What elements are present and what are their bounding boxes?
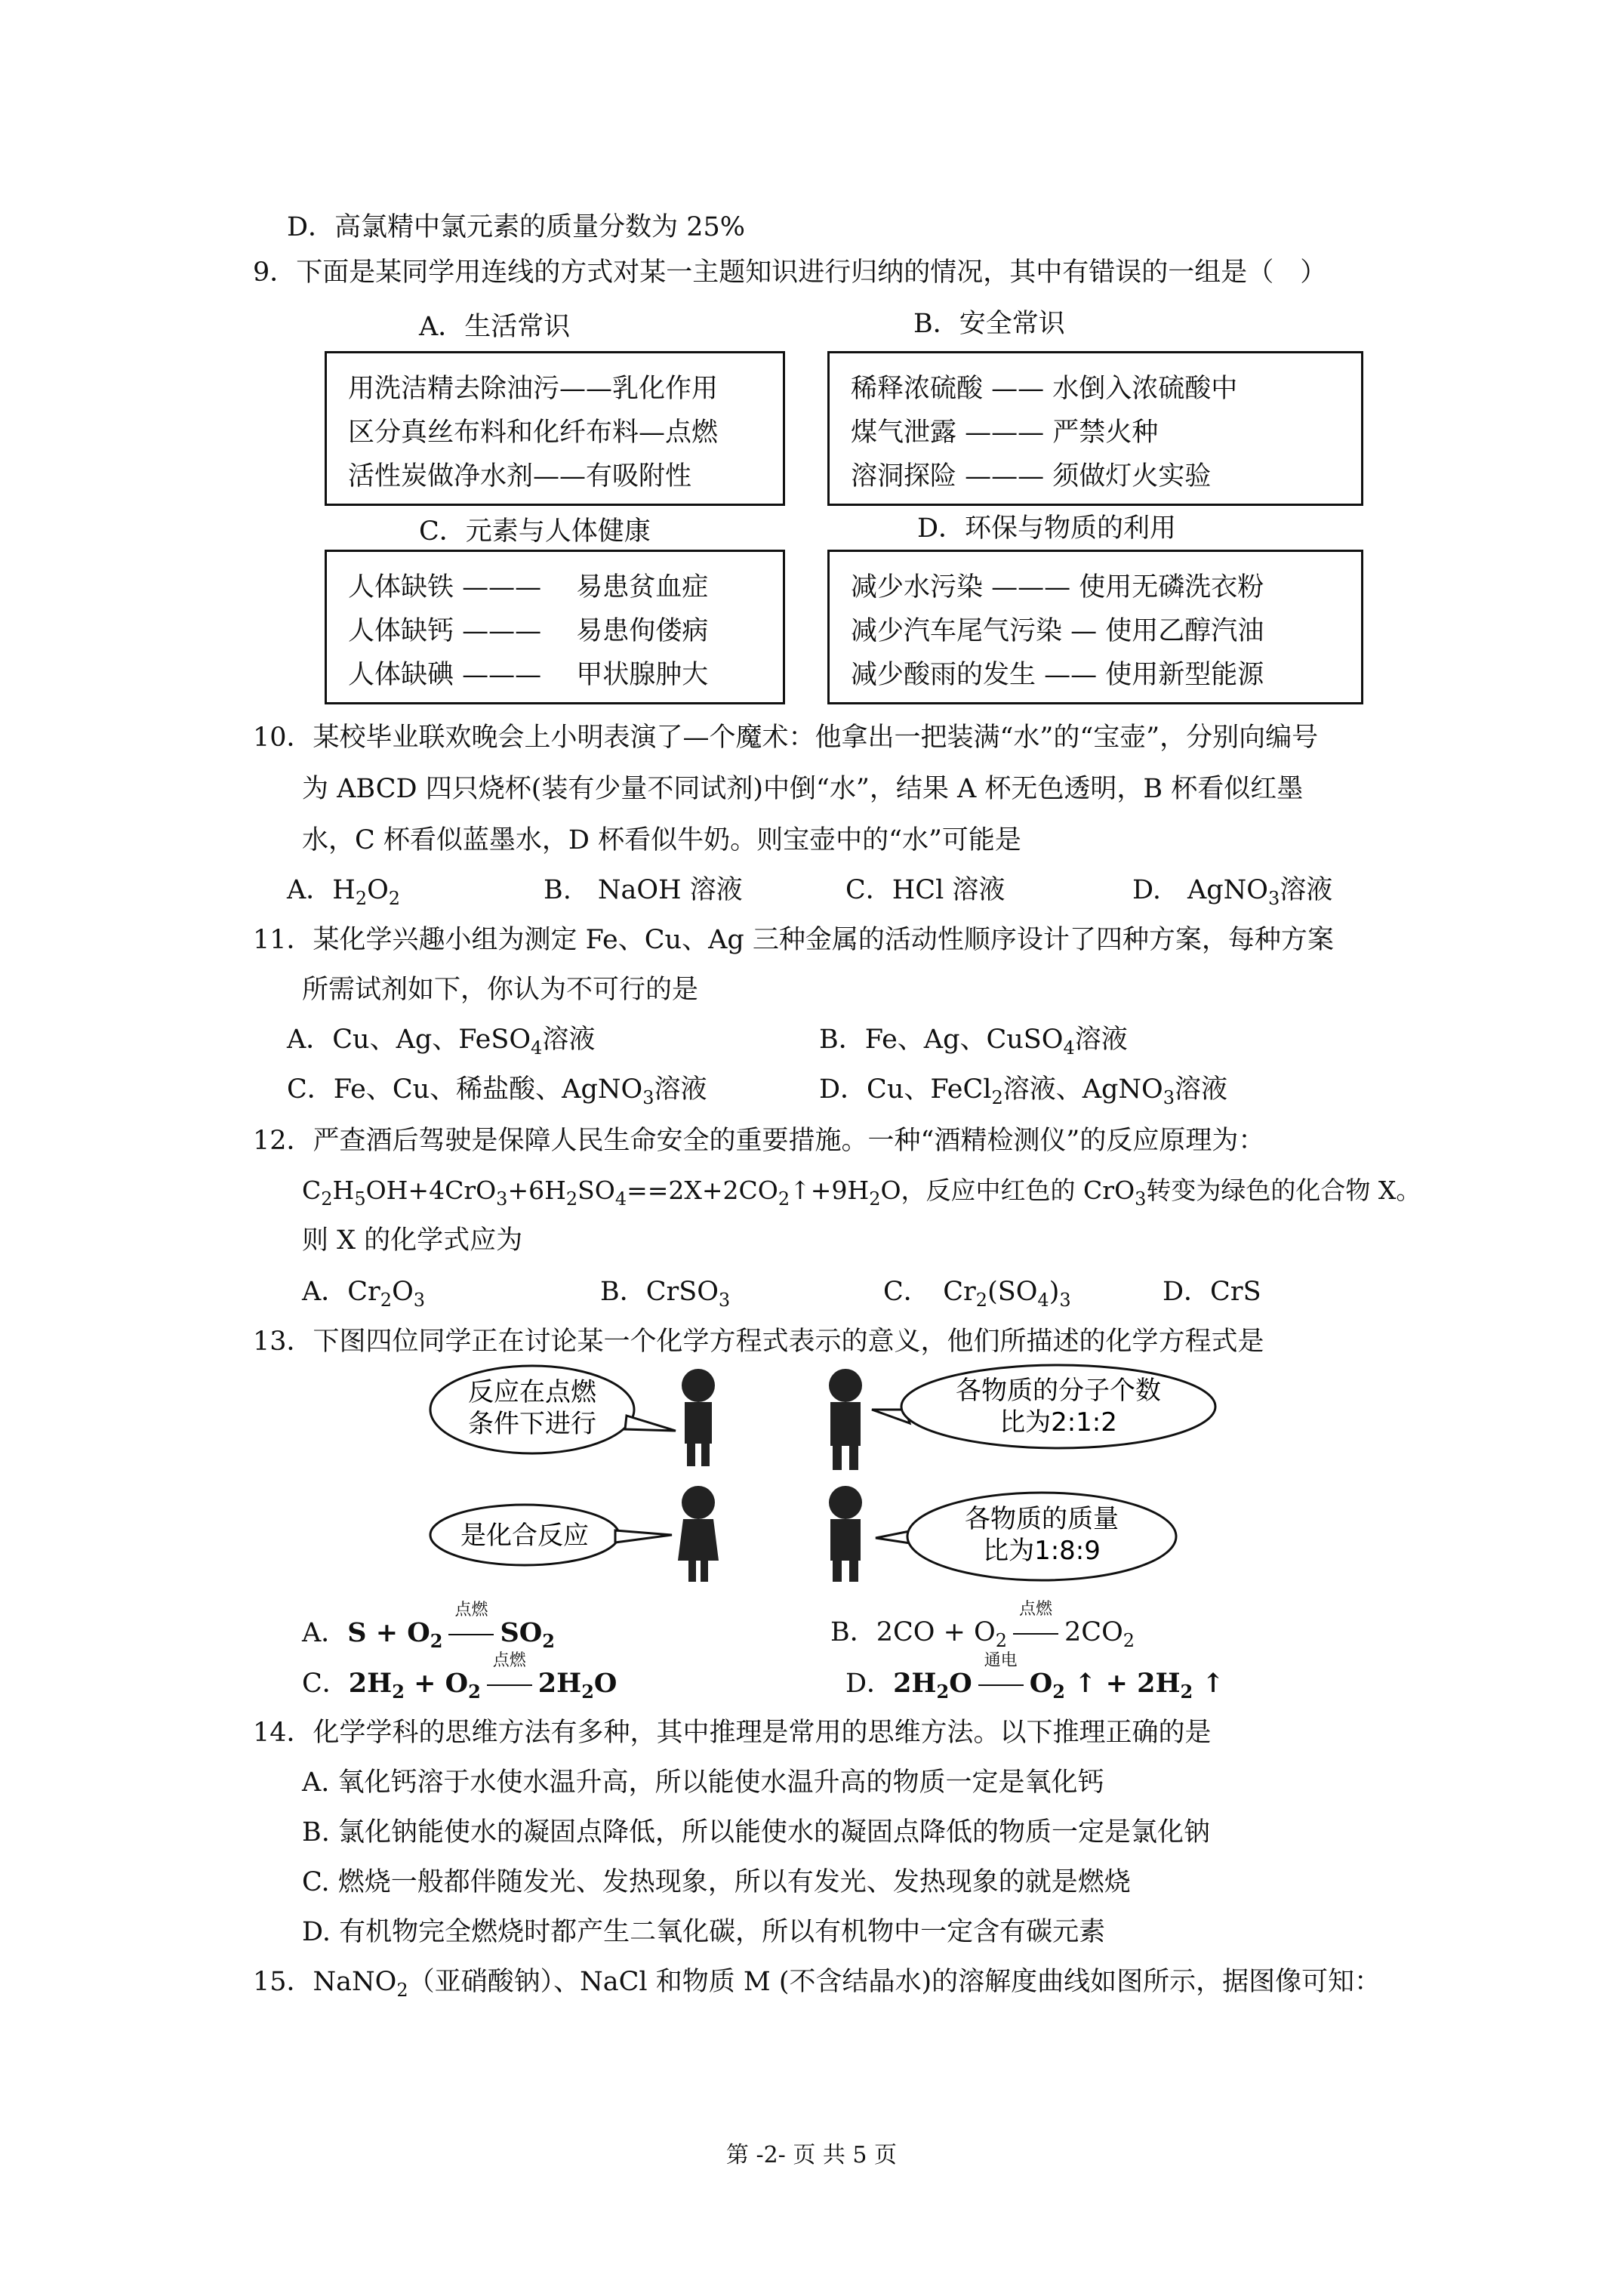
- q14-option-a: A. 氧化钙溶于水使水温升高，所以能使水温升高的物质一定是氧化钙: [302, 1767, 1104, 1798]
- q11-option-a: A．Cu、Ag、FeSO$_4$溶液: [287, 1025, 596, 1059]
- q9-stem: 9．下面是某同学用连线的方式对某一主题知识进行归纳的情况，其中有错误的一组是（ ）: [253, 257, 1327, 288]
- q9-group-a-box: [325, 351, 785, 506]
- q9-group-b-line: 稀释浓硫酸 —— 水倒入浓硫酸中: [851, 374, 1238, 404]
- speech-bubble-3-tail: [615, 1530, 672, 1542]
- q14-option-b: B. 氯化钠能使水的凝固点降低，所以能使水的凝固点降低的物质一定是氯化钠: [302, 1817, 1210, 1848]
- reaction-condition-arrow: 点燃: [448, 1620, 494, 1647]
- q11-option-d: D．Cu、FeCl$_2$溶液、AgNO$_3$溶液: [819, 1074, 1228, 1108]
- reaction-condition-arrow: 通电: [978, 1671, 1024, 1697]
- q9-group-d-title: D．环保与物质的利用: [917, 513, 1177, 544]
- q11-stem-line2: 所需试剂如下，你认为不可行的是: [302, 975, 699, 1005]
- q9-group-a-title: A．生活常识: [419, 312, 571, 342]
- bubble-2-text-line2: 比为2:1:2: [999, 1407, 1117, 1438]
- q9-group-c-line: 人体缺碘 ——— 甲状腺肿大: [348, 660, 709, 690]
- q9-group-c-line: 人体缺钙 ——— 易患佝偻病: [348, 616, 709, 646]
- q14-option-d: D. 有机物完全燃烧时都产生二氧化碳，所以有机物中一定含有碳元素: [302, 1917, 1106, 1947]
- q9-group-d-line: 减少汽车尾气污染 — 使用乙醇汽油: [851, 616, 1264, 646]
- student-4-figure: [829, 1486, 862, 1582]
- q8-option-d: D．高氯精中氯元素的质量分数为 25%: [287, 212, 745, 242]
- bubble-1-text-line2: 条件下进行: [468, 1409, 596, 1439]
- q9-group-d-line: 减少酸雨的发生 —— 使用新型能源: [851, 660, 1264, 690]
- speech-bubble-1-tail: [625, 1416, 676, 1431]
- q9-group-a-line: 活性炭做净水剂——有吸附性: [348, 461, 692, 492]
- q10-option-c: C．HCl 溶液: [845, 875, 1006, 905]
- q9-group-b-box: [827, 351, 1363, 506]
- q10-option-a: A．$H_2O_2$: [287, 875, 401, 909]
- q9-group-a-line: 区分真丝布料和化纤布料—点燃: [348, 418, 719, 448]
- q9-group-d-box: [827, 550, 1363, 704]
- student-1-figure: [682, 1369, 715, 1466]
- q9-group-c-box: [325, 550, 785, 704]
- q10-stem-line3: 水，C 杯看似蓝墨水，D 杯看似牛奶。则宝壶中的“水”可能是: [302, 825, 1021, 855]
- q12-option-a: A．$Cr_2O_3$: [302, 1277, 426, 1311]
- q9-group-c-line: 人体缺铁 ——— 易患贫血症: [348, 572, 709, 603]
- q13-discussion-figure: [423, 1363, 1223, 1589]
- q11-option-c: C．Fe、Cu、稀盐酸、AgNO$_3$溶液: [287, 1074, 707, 1108]
- q13-option-a: A．$S + O_2$ 点燃 $SO_2$: [302, 1601, 555, 1652]
- q9-group-a-line: 用洗洁精去除油污——乳化作用: [348, 374, 719, 404]
- q13-option-c: C．$2H_2 + O_2$ 点燃 $2H_2O$: [302, 1651, 617, 1703]
- reaction-condition-arrow: 点燃: [1013, 1620, 1058, 1646]
- q13-option-d: D．$2H_2O$ 通电 $O_2$ ↑ + $2H_2$ ↑: [845, 1651, 1224, 1703]
- student-2-figure: [829, 1369, 862, 1470]
- q12-stem-line1: 12．严查酒后驾驶是保障人民生命安全的重要措施。一种“酒精检测仪”的反应原理为：: [253, 1126, 1265, 1156]
- q9-group-b-line: 溶洞探险 ——— 须做灯火实验: [851, 461, 1212, 492]
- bubble-2-text-line1: 各物质的分子个数: [956, 1376, 1161, 1406]
- bubble-3-text: 是化合反应: [460, 1521, 589, 1551]
- q9-group-b-line: 煤气泄露 ——— 严禁火种: [851, 418, 1159, 448]
- q12-option-c: C． $Cr_2(SO_4)_3$: [883, 1277, 1071, 1311]
- q13-figure-drawing: [423, 1363, 1223, 1589]
- q10-stem-line1: 10．某校毕业联欢晚会上小明表演了—个魔术：他拿出一把装满“水”的“宝壶”，分别向编号: [253, 723, 1319, 753]
- q13-option-b: B．$2CO + O_2$ 点燃 $2CO_2$: [830, 1600, 1135, 1651]
- q9-group-b-title: B．安全常识: [913, 309, 1065, 339]
- q12-equation: $C_2H_5OH+4CrO_3+6H_2SO_4==2X+2CO_2↑+9H_2O$，反应中红色的 CrO$_3$转变为绿色的化合物 X。: [302, 1176, 1421, 1210]
- q10-stem-line2: 为 ABCD 四只烧杯(装有少量不同试剂)中倒“水”，结果 A 杯无色透明，B 杯看似红墨: [302, 774, 1304, 804]
- bubble-4-text-line1: 各物质的质量: [965, 1504, 1119, 1534]
- q11-option-b: B．Fe、Ag、CuSO$_4$溶液: [819, 1025, 1128, 1059]
- q12-stem-line3: 则 X 的化学式应为: [302, 1225, 523, 1256]
- q12-option-b: B．CrSO$_3$: [600, 1277, 731, 1311]
- q14-stem: 14．化学学科的思维方法有多种，其中推理是常用的思维方法。以下推理正确的是: [253, 1718, 1212, 1748]
- student-3-figure: [678, 1486, 719, 1582]
- q10-option-b: B. NaOH 溶液: [544, 875, 743, 905]
- bubble-4-text-line2: 比为1:8:9: [983, 1536, 1101, 1566]
- q14-option-c: C. 燃烧一般都伴随发光、发热现象，所以有发光、发热现象的就是燃烧: [302, 1867, 1131, 1897]
- q13-stem: 13．下图四位同学正在讨论某一个化学方程式表示的意义，他们所描述的化学方程式是: [253, 1327, 1264, 1357]
- page-footer: 第 -2- 页 共 5 页: [725, 2142, 898, 2168]
- q12-option-d: D．CrS: [1163, 1277, 1261, 1307]
- reaction-condition-arrow: 点燃: [487, 1671, 532, 1697]
- q10-option-d: D. AgNO$_3$溶液: [1132, 875, 1333, 909]
- bubble-1-text-line1: 反应在点燃: [468, 1377, 596, 1407]
- q15-stem: 15．NaNO$_2$（亚硝酸钠）、NaCl 和物质 M (不含结晶水)的溶解度曲线如图所示，据图像可知：: [253, 1967, 1381, 2001]
- q9-group-d-line: 减少水污染 ——— 使用无磷洗衣粉: [851, 572, 1264, 603]
- q11-stem-line1: 11．某化学兴趣小组为测定 Fe、Cu、Ag 三种金属的活动性顺序设计了四种方案，每种方案: [253, 925, 1334, 955]
- q9-group-c-title: C．元素与人体健康: [419, 516, 651, 547]
